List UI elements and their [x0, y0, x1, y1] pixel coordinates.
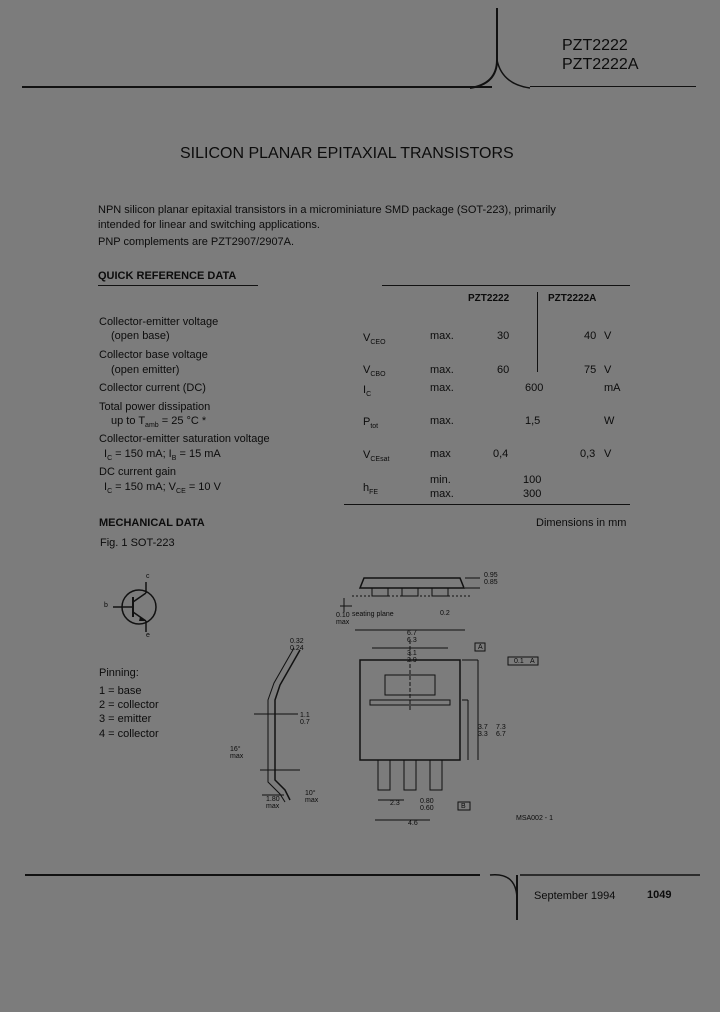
row-vcbo-unit: V — [604, 364, 612, 376]
row-hfe-condition: $I_C = 150$ mA; $V_{CE} = 10$ V — [104, 481, 221, 496]
row-vceo-limit: max. — [430, 330, 454, 342]
row-vcbo-symbol: $V_{CBO}$ — [363, 364, 386, 379]
pin-4: 4 = collector — [99, 728, 159, 740]
col-header-pzt2222: PZT2222 — [468, 293, 510, 304]
row-vcesat-value-2: 0,3 — [580, 448, 596, 460]
intro-line-1: NPN silicon planar epitaxial transistors in a microminiature SMD package (SOT-223), primarily — [98, 204, 556, 216]
row-ptot-symbol: $P_{tot}$ — [363, 416, 379, 431]
drawing-reference: MSA002 - 1 — [516, 815, 553, 822]
row-vceo-value-1: 30 — [497, 330, 510, 342]
dim-46: 4.6 — [408, 820, 418, 827]
dim-095-085: 0.95 0.85 — [484, 572, 498, 586]
pinning-heading: Pinning: — [99, 667, 139, 679]
pin-2: 2 = collector — [99, 699, 159, 711]
row-vcbo-value-1: 60 — [497, 364, 510, 376]
tolerance-ref: A — [530, 658, 535, 665]
part-number-1: PZT2222 — [562, 37, 628, 54]
datum-a-box: A — [478, 644, 483, 651]
part-number-2: PZT2222A — [562, 56, 639, 73]
row-vcesat-param: Collector-emitter saturation voltage — [99, 433, 270, 445]
row-hfe-value-min: 100 — [523, 474, 542, 486]
row-vceo-unit: V — [604, 330, 612, 342]
row-ptot-value: 1,5 — [525, 415, 541, 427]
row-ic-unit: mA — [604, 382, 621, 394]
dim-080-060: 0.80 0.60 — [420, 798, 434, 812]
row-vcbo-param: Collector base voltage — [99, 349, 208, 361]
footer-date: September 1994 — [534, 890, 616, 902]
row-vcesat-condition: $I_C = 150$ mA; $I_B = 15$ mA — [104, 448, 221, 463]
row-hfe-value-max: 300 — [523, 488, 542, 500]
row-vcesat-symbol: $V_{CEsat}$ — [363, 449, 390, 464]
row-vcbo-sub: (open emitter) — [111, 364, 180, 376]
row-hfe-symbol: $h_{FE}$ — [363, 482, 379, 497]
col-header-pzt2222a: PZT2222A — [548, 293, 597, 304]
dim-37-33: 3.7 3.3 — [478, 724, 488, 738]
flatness-value: 0.2 — [440, 610, 450, 617]
row-vceo-sub: (open base) — [111, 330, 170, 342]
intro-line-2: intended for linear and switching applications. — [98, 219, 320, 231]
row-ptot-sub: up to $T_{amb} = 25$ °C * — [111, 415, 207, 430]
quick-reference-heading: QUICK REFERENCE DATA — [98, 270, 237, 282]
dim-31-29: 3.1 2.9 — [407, 650, 417, 664]
row-vceo-symbol: $V_{CEO}$ — [363, 332, 386, 347]
figure-caption: Fig. 1 SOT-223 — [100, 537, 175, 549]
dim-73-67: 7.3 6.7 — [496, 724, 506, 738]
row-ic-value: 600 — [525, 382, 544, 394]
row-ptot-param: Total power dissipation — [99, 401, 211, 413]
symbol-label-e: e — [146, 632, 150, 639]
row-vcesat-limit: max — [430, 448, 451, 460]
row-vceo-value-2: 40 — [584, 330, 597, 342]
dimensions-note: Dimensions in mm — [536, 517, 627, 529]
pin-3: 3 = emitter — [99, 713, 152, 725]
seating-plane: seating plane — [352, 611, 394, 618]
dim-10-max: 10° max — [305, 790, 319, 804]
row-vceo-param: Collector-emitter voltage — [99, 316, 219, 328]
dim-23: 2.3 — [390, 800, 400, 807]
row-ic-param: Collector current (DC) — [99, 382, 206, 394]
row-hfe-limit-max: max. — [430, 488, 454, 500]
dim-010-max: 0.10 max — [336, 612, 350, 626]
page-title: SILICON PLANAR EPITAXIAL TRANSISTORS — [180, 145, 514, 162]
row-ic-limit: max. — [430, 382, 454, 394]
row-ptot-limit: max. — [430, 415, 454, 427]
symbol-label-c: c — [146, 573, 150, 580]
row-hfe-param: DC current gain — [99, 466, 177, 478]
dim-16-max: 16° max — [230, 746, 244, 760]
row-vcbo-value-2: 75 — [584, 364, 597, 376]
intro-line-3: PNP complements are PZT2907/2907A. — [98, 236, 295, 248]
tolerance-value: 0.1 — [514, 658, 524, 665]
dim-67-63: 6.7 6.3 — [407, 630, 417, 644]
dim-11-07: 1.1 0.7 — [300, 712, 310, 726]
dim-180-max: 1.80 max — [266, 796, 280, 810]
symbol-label-b: b — [104, 602, 108, 609]
row-vcesat-unit: V — [604, 448, 612, 460]
datum-b-box: B — [461, 803, 466, 810]
row-vcbo-limit: max. — [430, 364, 454, 376]
row-vcesat-value-1: 0,4 — [493, 448, 509, 460]
pin-1: 1 = base — [99, 685, 142, 697]
row-ic-symbol: $I_C$ — [363, 384, 372, 399]
mechanical-heading: MECHANICAL DATA — [99, 517, 205, 529]
row-hfe-limit-min: min. — [430, 474, 451, 486]
footer-page-number: 1049 — [647, 889, 672, 901]
row-ptot-unit: W — [604, 415, 615, 427]
dim-032-024: 0.32 0.24 — [290, 638, 304, 652]
